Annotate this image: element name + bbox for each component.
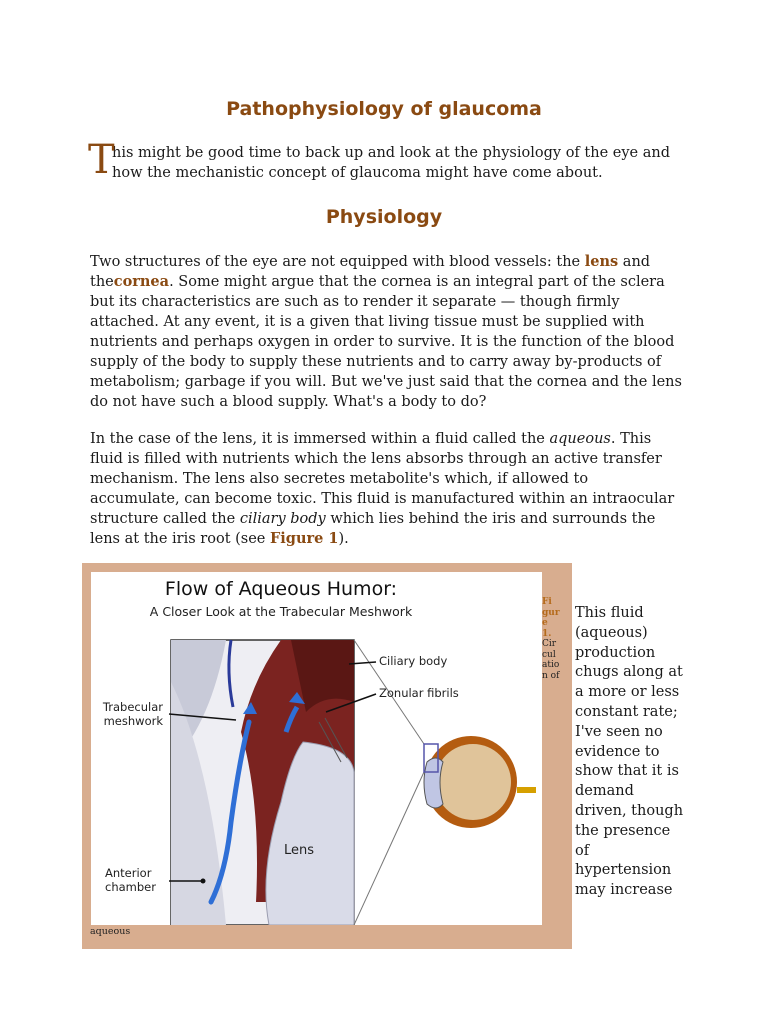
caption-line: Fi — [542, 597, 552, 607]
text-span: and the — [90, 254, 651, 290]
drop-cap: T — [88, 137, 115, 183]
figure-title: Flow of Aqueous Humor: — [164, 578, 398, 600]
paragraph-1 — [90, 252, 682, 412]
label-anterior-chamber — [105, 866, 167, 894]
caption-line: Cir — [542, 639, 557, 649]
intro-paragraph — [88, 137, 690, 183]
caption-line: cul — [542, 649, 556, 660]
label-zonular-fibrils: Zonular fibrils — [379, 686, 459, 700]
cornea-link[interactable]: cornea — [113, 273, 170, 290]
figure-subtitle: A Closer Look at the Trabecular Meshwork — [149, 604, 413, 619]
section-heading: Physiology — [325, 206, 443, 228]
caption-line: n of — [542, 670, 560, 681]
figure-1-image — [91, 572, 542, 925]
text-span: . Some might argue that the cornea is an integral part of the sclera but its characteristics are such as to render it separate — though firmly attached. At any event, it is a given that living tissue must be supplied with nutrients and perhaps oxygen in order to survive. It is the function of the blood supply of the body to supply these nutrients and to carry away by-products of metabolism; garbage if you will. But we've just said that the cornea and the lens do not have such a blood supply. What's a body to do? — [90, 274, 682, 410]
caption-line: gur — [542, 607, 560, 618]
text-span: In the case of the lens, it is immersed within a fluid called the — [90, 431, 550, 447]
text-span: . This fluid is filled with nutrients which the lens absorbs through an active transfer mechanism. The lens also secretes metabolite's which, if allowed to accumulate, can become toxic. This fluid is manufactured within an intraocular structure called the — [90, 431, 675, 527]
label-line: Anterior — [105, 866, 152, 880]
text-span: Two structures of the eye are not equipped with blood vessels: the — [90, 254, 585, 270]
figure-caption-fragment — [542, 597, 572, 681]
figure-1-link[interactable]: Figure 1 — [270, 530, 339, 547]
caption-tail: aqueous — [90, 926, 131, 937]
text-span: which lies behind the iris and surrounds the lens at the iris root (see — [90, 511, 656, 547]
caption-line: 1. — [542, 628, 552, 639]
label-line: chamber — [105, 880, 156, 894]
label-line: meshwork — [103, 714, 163, 728]
paragraph-2 — [90, 429, 682, 549]
label-trabecular-meshwork — [97, 700, 163, 728]
label-line: Trabecular — [102, 700, 163, 714]
page-title: Pathophysiology of glaucoma — [226, 98, 542, 120]
caption-line: atio — [542, 660, 560, 670]
eyeball-illustration — [424, 736, 536, 828]
intro-text: his might be good time to back up and look at the physiology of the eye and how the mechanistic concept of glaucoma might have come about. — [112, 145, 670, 181]
ciliary-body-term: ciliary body — [239, 511, 326, 527]
text-span: ). — [338, 531, 349, 547]
side-paragraph: This fluid (aqueous) production chugs along at a more or less constant rate; I've seen no evidence to show that it is demand driven, though the presence of hypertension may increase — [575, 605, 684, 899]
lens-link[interactable]: lens — [584, 253, 619, 270]
aqueous-term: aqueous — [549, 431, 611, 447]
label-lens: Lens — [284, 843, 315, 858]
caption-line: e — [542, 618, 548, 628]
label-ciliary-body: Ciliary body — [379, 654, 448, 668]
cross-section — [171, 640, 354, 925]
